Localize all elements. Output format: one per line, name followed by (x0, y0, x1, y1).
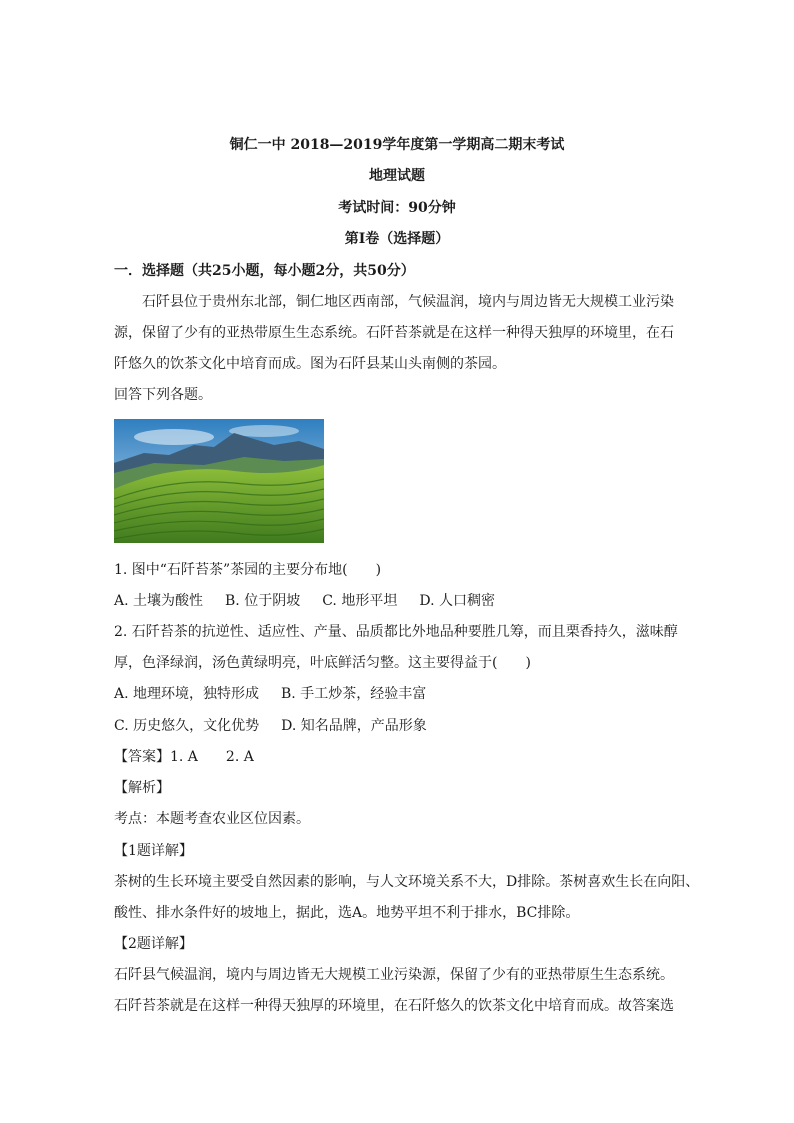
q2-analysis-label: 【2题详解】 (114, 936, 193, 952)
tea-garden-photo (114, 419, 324, 543)
question-2-options-row-1 (114, 684, 686, 704)
intro-line-3: 阡悠久的饮茶文化中培育而成。图为石阡县某山头南侧的茶园。 (114, 356, 506, 372)
q1-analysis-line-2: 酸性、排水条件好的坡地上，据此，选A。地势平坦不利于排水，BC排除。 (114, 905, 580, 921)
question-2-stem-line-1: 2. 石阡苔茶的抗逆性、适应性、产量、品质都比外地品种要胜几筹，而且栗香持久，滋味醇 (114, 624, 678, 640)
question-1-options (114, 591, 686, 611)
q1-analysis-line-1: 茶树的生长环境主要受自然因素的影响，与人文环境关系不大，D排除。茶树喜欢生长在向阳、 (114, 874, 700, 890)
q2-analysis-line-1: 石阡县气候温润，境内与周边皆无大规模工业污染源，保留了少有的亚热带原生生态系统。 (114, 967, 674, 983)
volume-title: 第Ⅰ卷（选择题） (344, 231, 450, 247)
q2-analysis-line-2: 石阡苔茶就是在这样一种得天独厚的环境里，在石阡悠久的饮茶文化中培育而成。故答案选 (114, 998, 674, 1014)
exam-title: 铜仁一中 2018—2019学年度第一学期高二期末考试 (229, 137, 565, 153)
subject-title: 地理试题 (369, 168, 425, 184)
exam-time: 考试时间：90分钟 (338, 200, 456, 216)
option-a: A. 土壤为酸性 (114, 593, 204, 609)
answer-prompt: 回答下列各题。 (114, 387, 212, 403)
section-heading: 一．选择题（共25小题，每小题2分，共50分） (114, 263, 415, 279)
option-d: D. 知名品牌，产品形象 (281, 718, 427, 734)
option-b: B. 位于阴坡 (225, 593, 301, 609)
analysis-label: 【解析】 (114, 780, 170, 796)
option-b: B. 手工炒茶，经验丰富 (281, 686, 427, 702)
intro-line-2: 源，保留了少有的亚热带原生生态系统。石阡苔茶就是在这样一种得天独厚的环境里，在石 (114, 325, 674, 341)
option-c: C. 历史悠久，文化优势 (114, 718, 260, 734)
analysis-point: 考点：本题考查农业区位因素。 (114, 811, 310, 827)
answer-line: 【答案】1. A 2. A (114, 749, 254, 765)
question-2-options-row-2 (114, 716, 686, 736)
intro-line-1: 石阡县位于贵州东北部，铜仁地区西南部，气候温润，境内与周边皆无大规模工业污染 (142, 294, 674, 310)
q1-analysis-label: 【1题详解】 (114, 843, 193, 859)
question-1-stem: 1. 图中“石阡苔茶”茶园的主要分布地( ) (114, 562, 382, 578)
option-a: A. 地理环境，独特形成 (114, 686, 260, 702)
option-d: D. 人口稠密 (419, 593, 495, 609)
question-2-stem-line-2: 厚，色泽绿润，汤色黄绿明亮，叶底鲜活匀整。这主要得益于( ) (114, 655, 531, 671)
option-c: C. 地形平坦 (322, 593, 398, 609)
